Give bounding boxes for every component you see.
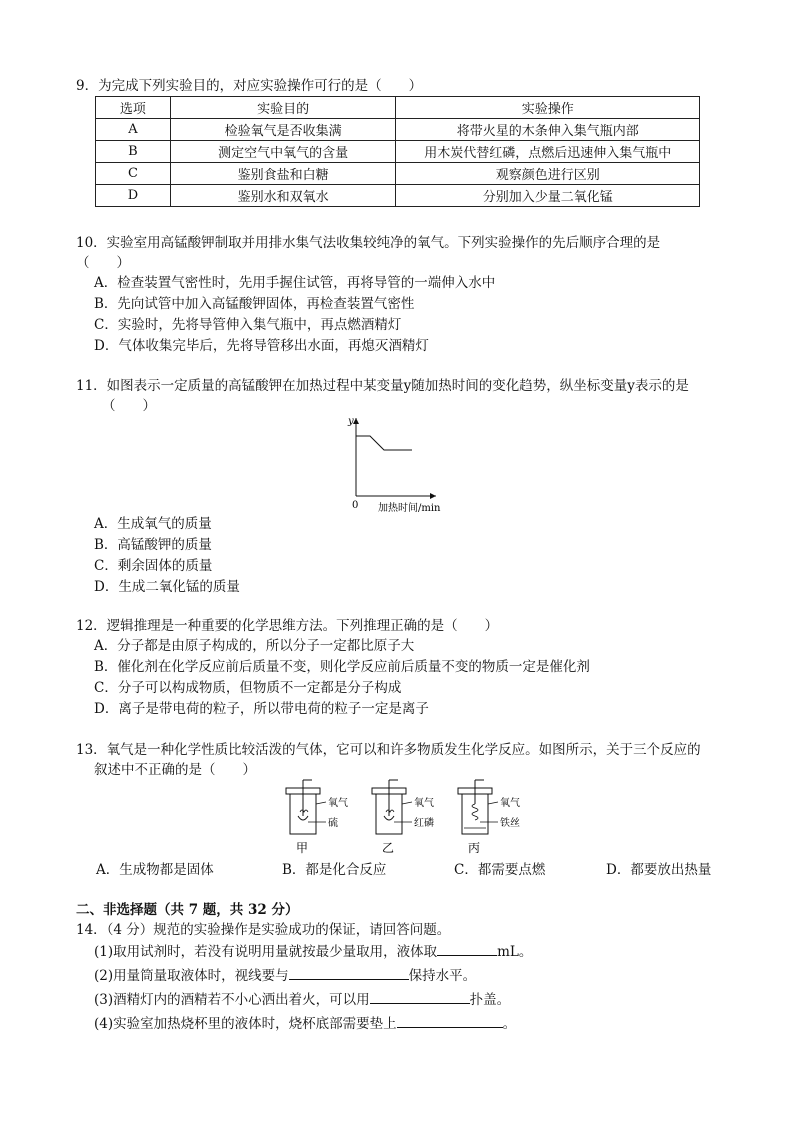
option-c: C．分子可以构成物质，但物质不一定都是分子构成: [94, 680, 402, 696]
option-d: D．都要放出热量: [606, 862, 712, 878]
question-9: [76, 76, 716, 96]
jar-yi: [372, 780, 434, 855]
table-cell: 观察颜色进行区别: [396, 163, 700, 185]
table-cell: 鉴别食盐和白糖: [170, 163, 396, 185]
option-b: B．催化剂在化学反应前后质量不变，则化学反应前后质量不变的物质一定是催化剂: [94, 659, 590, 675]
question-11-blank: （ ）: [102, 398, 156, 414]
question-12: [76, 616, 716, 720]
option-a: A．分子都是由原子构成的，所以分子一定都比原子大: [94, 638, 415, 654]
option-d: D．生成二氧化锰的质量: [94, 579, 240, 595]
question-14-stem: 14．（4 分）规范的实验操作是实验成功的保证，请回答问题。: [76, 922, 451, 938]
origin-label: 0: [352, 500, 359, 511]
question-14-part-1: (1)取用试剂时，若没有说明用量就按最少量取用，液体取 mL。: [94, 940, 716, 964]
label-sulfur: 硫: [328, 818, 338, 829]
question-13: [76, 740, 721, 780]
table-cell: 将带火星的木条伸入集气瓶内部: [396, 119, 700, 141]
question-13-stem: 13．氧气是一种化学性质比较活泼的气体，它可以和许多物质发生化学反应。如图所示，关于三个反应的: [76, 742, 701, 758]
answer-blank[interactable]: [437, 941, 497, 956]
table-header-row: [96, 97, 700, 119]
option-b: B．高锰酸钾的质量: [94, 537, 212, 553]
section-heading: 二、非选择题（共 7 题，共 32 分）: [76, 902, 299, 918]
y-axis-arrow-icon: [353, 418, 359, 424]
option-a: A．生成氧气的质量: [94, 516, 212, 532]
answer-blank[interactable]: [397, 1013, 503, 1028]
label-oxygen: 氧气: [500, 798, 520, 809]
table-cell: 用木炭代替红磷，点燃后迅速伸入集气瓶中: [396, 141, 700, 163]
question-11-graph: [340, 412, 450, 516]
option-c: C．都需要点燃: [454, 862, 546, 878]
label-red-phosphorus: 红磷: [414, 818, 434, 829]
label-oxygen: 氧气: [328, 798, 348, 809]
question-14-part-3: (3)酒精灯内的酒精若不小心洒出着火，可以用 扑盖。: [94, 988, 716, 1012]
answer-blank[interactable]: [289, 965, 409, 980]
question-14-part-2: (2)用量筒量取液体时，视线要与 保持水平。: [94, 964, 716, 988]
question-13-apparatus: [278, 778, 538, 858]
option-a: A．生成物都是固体: [96, 862, 214, 878]
table-row: [96, 185, 700, 207]
question-14-part-4: (4)实验室加热烧杯里的液体时，烧杯底部需要垫上 。: [94, 1012, 716, 1036]
question-11-options: [76, 514, 716, 598]
table-row: [96, 119, 700, 141]
option-d: D．气体收集完毕后，先将导管移出水面，再熄灭酒精灯: [94, 338, 429, 354]
table-cell: C: [96, 163, 171, 185]
label-oxygen: 氧气: [414, 798, 434, 809]
label-jia: 甲: [296, 841, 309, 855]
table-header-cell: 实验目的: [170, 97, 396, 119]
table-cell: 检验氧气是否收集满: [170, 119, 396, 141]
option-b: B．先向试管中加入高锰酸钾固体，再检查装置气密性: [94, 296, 415, 312]
table-cell: 测定空气中氧气的含量: [170, 141, 396, 163]
table-row: [96, 141, 700, 163]
table-cell: B: [96, 141, 171, 163]
question-9-stem: 9．为完成下列实验目的，对应实验操作可行的是（ ）: [76, 78, 423, 94]
option-a: A．检查装置气密性时，先用手握住试管，再将导管的一端伸入水中: [94, 275, 496, 291]
label-yi: 乙: [382, 841, 395, 855]
table-cell: A: [96, 119, 171, 141]
question-11-stem: 11．如图表示一定质量的高锰酸钾在加热过程中某变量y随加热时间的变化趋势，纵坐标变量y表示的是: [76, 378, 689, 394]
jar-bing: [458, 780, 520, 855]
x-axis-arrow-icon: [430, 493, 436, 499]
table-cell: 分别加入少量二氧化锰: [396, 185, 700, 207]
table-cell: D: [96, 185, 171, 207]
question-9-table: [95, 96, 700, 207]
option-d: D．离子是带电荷的粒子，所以带电荷的粒子一定是离子: [94, 701, 429, 717]
table-header-cell: 实验操作: [396, 97, 700, 119]
x-axis-label: 加热时间/min: [378, 503, 441, 514]
y-axis-label: y: [348, 416, 354, 427]
question-11: [76, 376, 721, 416]
label-bing: 丙: [468, 841, 481, 855]
question-10-stem: 10．实验室用高锰酸钾制取并用排水集气法收集较纯净的氧气。下列实验操作的先后顺序合理的是: [76, 235, 661, 251]
table-row: [96, 163, 700, 185]
question-10-blank: （ ）: [76, 255, 130, 271]
question-10: [76, 233, 721, 357]
option-c: C．剩余固体的质量: [94, 558, 213, 574]
answer-blank[interactable]: [370, 989, 470, 1004]
jar-jia: [286, 780, 348, 855]
label-iron-wire: 铁丝: [500, 818, 520, 829]
option-c: C．实验时，先将导管伸入集气瓶中，再点燃酒精灯: [94, 317, 402, 333]
question-14: [76, 920, 716, 1036]
table-header-cell: 选项: [96, 97, 171, 119]
table-cell: 鉴别水和双氧水: [170, 185, 396, 207]
question-12-stem: 12．逻辑推理是一种重要的化学思维方法。下列推理正确的是（ ）: [76, 618, 499, 634]
option-b: B．都是化合反应: [282, 862, 387, 878]
question-13-stem-2: 叙述中不正确的是（ ）: [94, 762, 256, 778]
y-curve: [356, 436, 412, 450]
